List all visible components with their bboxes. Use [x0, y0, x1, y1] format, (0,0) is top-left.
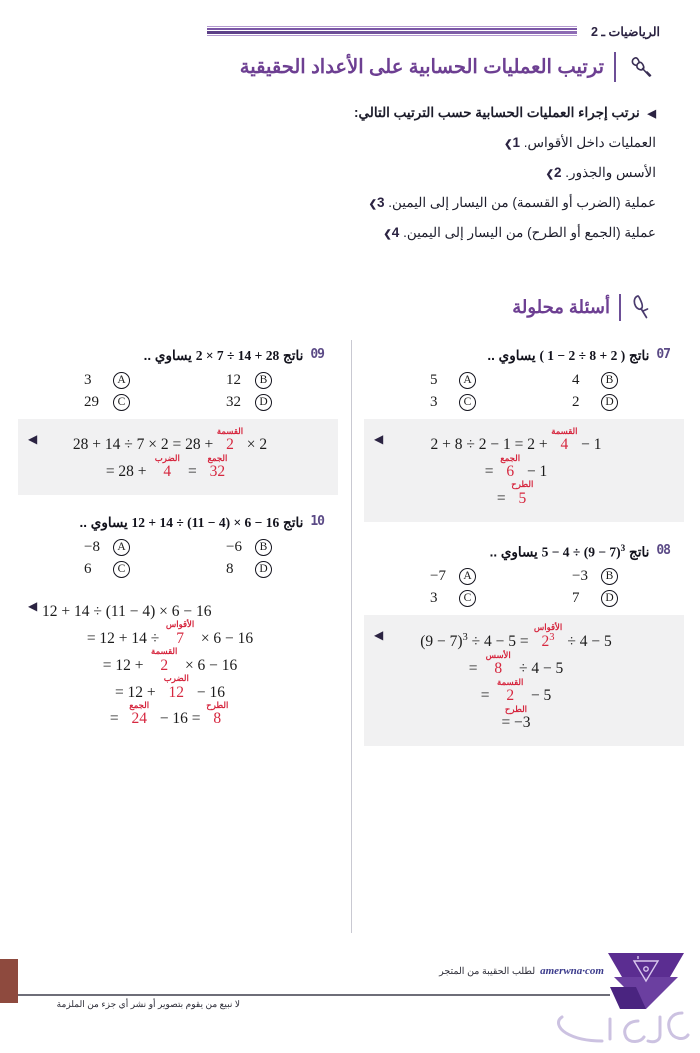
option-10-B-letter: B	[255, 539, 272, 556]
option-09-A-value: 3	[84, 372, 92, 389]
solution-07-step-2-value: الجمع 6	[500, 452, 521, 481]
solution-10-step-5-result: الطرح 8	[206, 699, 229, 728]
option-07-B-letter: B	[601, 372, 618, 389]
option-09-A[interactable]	[36, 372, 178, 389]
footer-tab-marker	[0, 959, 18, 1003]
solution-10-line-3: = 12 + القسمة 2 × 6 − 16	[102, 646, 238, 674]
option-09-D[interactable]	[178, 394, 320, 411]
option-08-C[interactable]	[382, 590, 524, 607]
option-09-B[interactable]	[178, 372, 320, 389]
question-09-header	[18, 340, 338, 366]
option-07-A-value: 5	[430, 372, 438, 389]
rule-item-2	[180, 165, 656, 181]
question-10-options	[18, 533, 338, 586]
option-10-A-value: −8	[84, 539, 100, 556]
question-08-number: 08	[656, 542, 670, 558]
column-divider	[351, 340, 352, 933]
question-07-header	[364, 340, 684, 366]
rule-item-3	[180, 195, 656, 211]
option-09-C-value: 29	[84, 394, 99, 411]
rule-item-3-number: 3❯	[368, 195, 385, 210]
option-07-D-value: 2	[572, 394, 580, 411]
rules-intro	[180, 105, 656, 121]
question-09-text: ناتج 2 × 7 ÷ 14 + 28 يساوي ..	[144, 346, 304, 366]
store-url[interactable]: amerwna·com	[540, 965, 604, 977]
question-07-expression: ( 1 − 2 ÷ 8 + 2 )	[539, 348, 626, 363]
solution-arrow-icon: ◀	[374, 628, 384, 643]
question-08-text: ناتج $5 - 4 \div (9 - 7)^3$ يساوي ..	[490, 542, 650, 563]
option-10-D[interactable]	[178, 561, 320, 578]
pin-icon	[626, 52, 656, 82]
solution-10-line-5: = الجمع 24 − 16 = الطرح 8	[109, 699, 229, 728]
question-08-options	[364, 562, 684, 615]
rule-item-4-number: 4❯	[383, 225, 400, 240]
rule-item-1-text: العمليات داخل الأقواس.	[523, 135, 656, 150]
option-08-A[interactable]	[382, 568, 524, 585]
question-07	[364, 340, 684, 522]
solution-09-step-2-value: الضرب 4	[154, 452, 180, 481]
page-title: ترتيب العمليات الحسابية على الأعداد الحقيقية	[239, 56, 604, 78]
rules-intro-text: نرتب إجراء العمليات الحسابية حسب الترتيب التالي:	[354, 105, 640, 120]
question-09-solution	[18, 419, 338, 495]
solution-10-line-4: = 12 + الضرب 12 − 16	[114, 673, 226, 701]
solution-10-line-2: = 12 + 14 ÷ الأقواس 7 × 6 − 16	[86, 619, 254, 647]
rule-item-2-text: الأسس والجذور.	[565, 165, 656, 180]
option-08-C-value: 3	[430, 590, 438, 607]
question-08	[364, 536, 684, 746]
store-text: لطلب الحقيبة من المتجر	[439, 966, 536, 977]
copyright-note: لا نبيع من يقوم بتصوير أو نشر أي جزء من الملزمة	[56, 999, 240, 1009]
option-07-C-letter: C	[459, 394, 476, 411]
solution-08-step-1-value: الأقواس $2^3$	[533, 621, 563, 651]
question-07-text: ناتج ( 1 − 2 ÷ 8 + 2 ) يساوي ..	[487, 346, 649, 366]
option-07-A[interactable]	[382, 372, 524, 389]
option-09-A-letter: A	[113, 372, 130, 389]
option-07-B[interactable]	[524, 372, 666, 389]
option-10-C-value: 6	[84, 561, 92, 578]
option-07-C[interactable]	[382, 394, 524, 411]
option-10-D-letter: D	[255, 561, 272, 578]
option-09-D-letter: D	[255, 394, 272, 411]
option-10-D-value: 8	[226, 561, 234, 578]
solved-questions-title: أسئلة محلولة	[512, 296, 610, 317]
solution-07-step-3-value: الطرح 5	[511, 479, 534, 507]
option-10-C-letter: C	[113, 561, 130, 578]
solution-10-step-5-value: الجمع 24	[129, 699, 150, 728]
question-10-solution	[18, 586, 338, 742]
rule-item-4-text: عملية (الجمع أو الطرح) من اليسار إلى اليمين.	[403, 225, 656, 240]
rule-item-1-number: 1❯	[504, 135, 520, 150]
option-07-C-value: 3	[430, 394, 438, 411]
rule-item-1	[180, 135, 656, 151]
question-10-expression: 12 + 14 ÷ (11 − 4) × 6 − 16	[131, 514, 280, 530]
question-09-options	[18, 366, 338, 419]
solution-08-line-2: = الأسس 8 ÷ 4 − 5	[468, 649, 564, 678]
option-08-B-value: −3	[572, 568, 588, 585]
question-08-expression: $5 - 4 \div (9 - 7)^3$	[541, 542, 626, 560]
option-08-A-letter: A	[459, 568, 476, 585]
option-09-C[interactable]	[36, 394, 178, 411]
page-header	[0, 18, 700, 44]
solution-07-step-1-value: القسمة 4	[551, 425, 578, 454]
question-08-solution	[364, 615, 684, 745]
question-09-expression: 2 × 7 ÷ 14 + 28	[195, 348, 280, 363]
solution-arrow-icon: ◀	[28, 432, 38, 447]
solution-10-step-4-value: الضرب 12	[163, 673, 189, 701]
footer-divider	[18, 994, 610, 996]
option-08-A-value: −7	[430, 568, 446, 585]
option-09-B-value: 12	[226, 372, 241, 389]
option-08-D-value: 7	[572, 590, 580, 607]
solved-questions-heading	[512, 292, 656, 322]
option-08-B[interactable]	[524, 568, 666, 585]
watermark-logo-icon	[542, 1001, 692, 1051]
option-08-B-letter: B	[601, 568, 618, 585]
solved-divider	[619, 294, 621, 321]
section-title-row	[240, 52, 656, 82]
option-08-C-letter: C	[459, 590, 476, 607]
option-10-A-letter: A	[113, 539, 130, 556]
questions-area	[16, 340, 684, 941]
solution-08-line-1: $(9 - 7)^3 \div 4 - 5$ = الأقواس $2^3 \div 4 - 5$	[420, 621, 612, 651]
solution-08-step-2-value: الأسس 8	[485, 649, 511, 678]
solution-08-step-3-value: القسمة 2	[497, 676, 524, 705]
rule-item-3-text: عملية (الضرب أو القسمة) من اليسار إلى اليمين.	[388, 195, 656, 210]
store-line	[439, 965, 604, 977]
solution-09-line-1: 28 + 14 ÷ 7 × 2 = 28 + القسمة 2 × 2	[72, 425, 268, 454]
solution-10-step-3-value: القسمة 2	[151, 646, 178, 674]
solution-07-line-3: = الطرح 5	[496, 479, 534, 507]
question-07-number: 07	[656, 347, 670, 362]
question-10-number: 10	[310, 513, 324, 529]
solution-08-step-4-value: الطرح = −3	[501, 703, 531, 732]
option-09-B-letter: B	[255, 372, 272, 389]
question-08-header	[364, 536, 684, 563]
solution-10-line-1: 12 + 14 ÷ (11 − 4) × 6 − 16	[42, 603, 212, 621]
option-10-A[interactable]	[36, 539, 178, 556]
question-10	[18, 507, 338, 742]
option-10-B-value: −6	[226, 539, 242, 556]
solution-10-step-2-value: الأقواس 7	[165, 619, 195, 647]
pen-icon	[630, 292, 656, 322]
rules-block	[180, 105, 656, 255]
column-right	[364, 340, 684, 941]
solution-arrow-icon: ◀	[374, 432, 384, 447]
solution-arrow-icon: ◀	[28, 599, 38, 614]
solution-09-step-2-result: الجمع 32	[207, 452, 228, 481]
question-07-solution	[364, 419, 684, 521]
solution-07-line-2: = الجمع 6 − 1	[484, 452, 548, 481]
subject-label: الرياضيات ـ 2	[591, 24, 660, 39]
rule-item-2-number: 2❯	[545, 165, 562, 180]
question-10-text: ناتج 12 + 14 ÷ (11 − 4) × 6 − 16 يساوي ..	[80, 513, 304, 533]
question-07-options	[364, 366, 684, 419]
solution-08-line-3: = القسمة 2 − 5	[480, 676, 552, 705]
option-07-B-value: 4	[572, 372, 580, 389]
bullet-icon: ◀	[647, 108, 656, 120]
option-09-D-value: 32	[226, 394, 241, 411]
solution-09-step-1-value: القسمة 2	[216, 425, 244, 454]
option-07-D-letter: D	[601, 394, 618, 411]
question-09-number: 09	[310, 347, 324, 362]
header-rule-decoration	[207, 26, 577, 37]
option-10-B[interactable]	[178, 539, 320, 556]
question-10-header	[18, 507, 338, 533]
page-footer	[0, 941, 700, 1053]
option-10-C[interactable]	[36, 561, 178, 578]
solution-07-line-1: 2 + 8 ÷ 2 − 1 = 2 + القسمة 4 − 1	[430, 425, 602, 454]
option-08-D[interactable]	[524, 590, 666, 607]
option-09-C-letter: C	[113, 394, 130, 411]
option-08-D-letter: D	[601, 590, 618, 607]
option-07-A-letter: A	[459, 372, 476, 389]
rule-item-4	[180, 225, 656, 241]
column-left	[18, 340, 338, 941]
solution-09-line-2: = 28 + الضرب 4 = الجمع 32	[105, 452, 228, 481]
title-divider	[614, 52, 616, 82]
solution-08-line-4	[374, 703, 674, 734]
option-07-D[interactable]	[524, 394, 666, 411]
question-09	[18, 340, 338, 495]
